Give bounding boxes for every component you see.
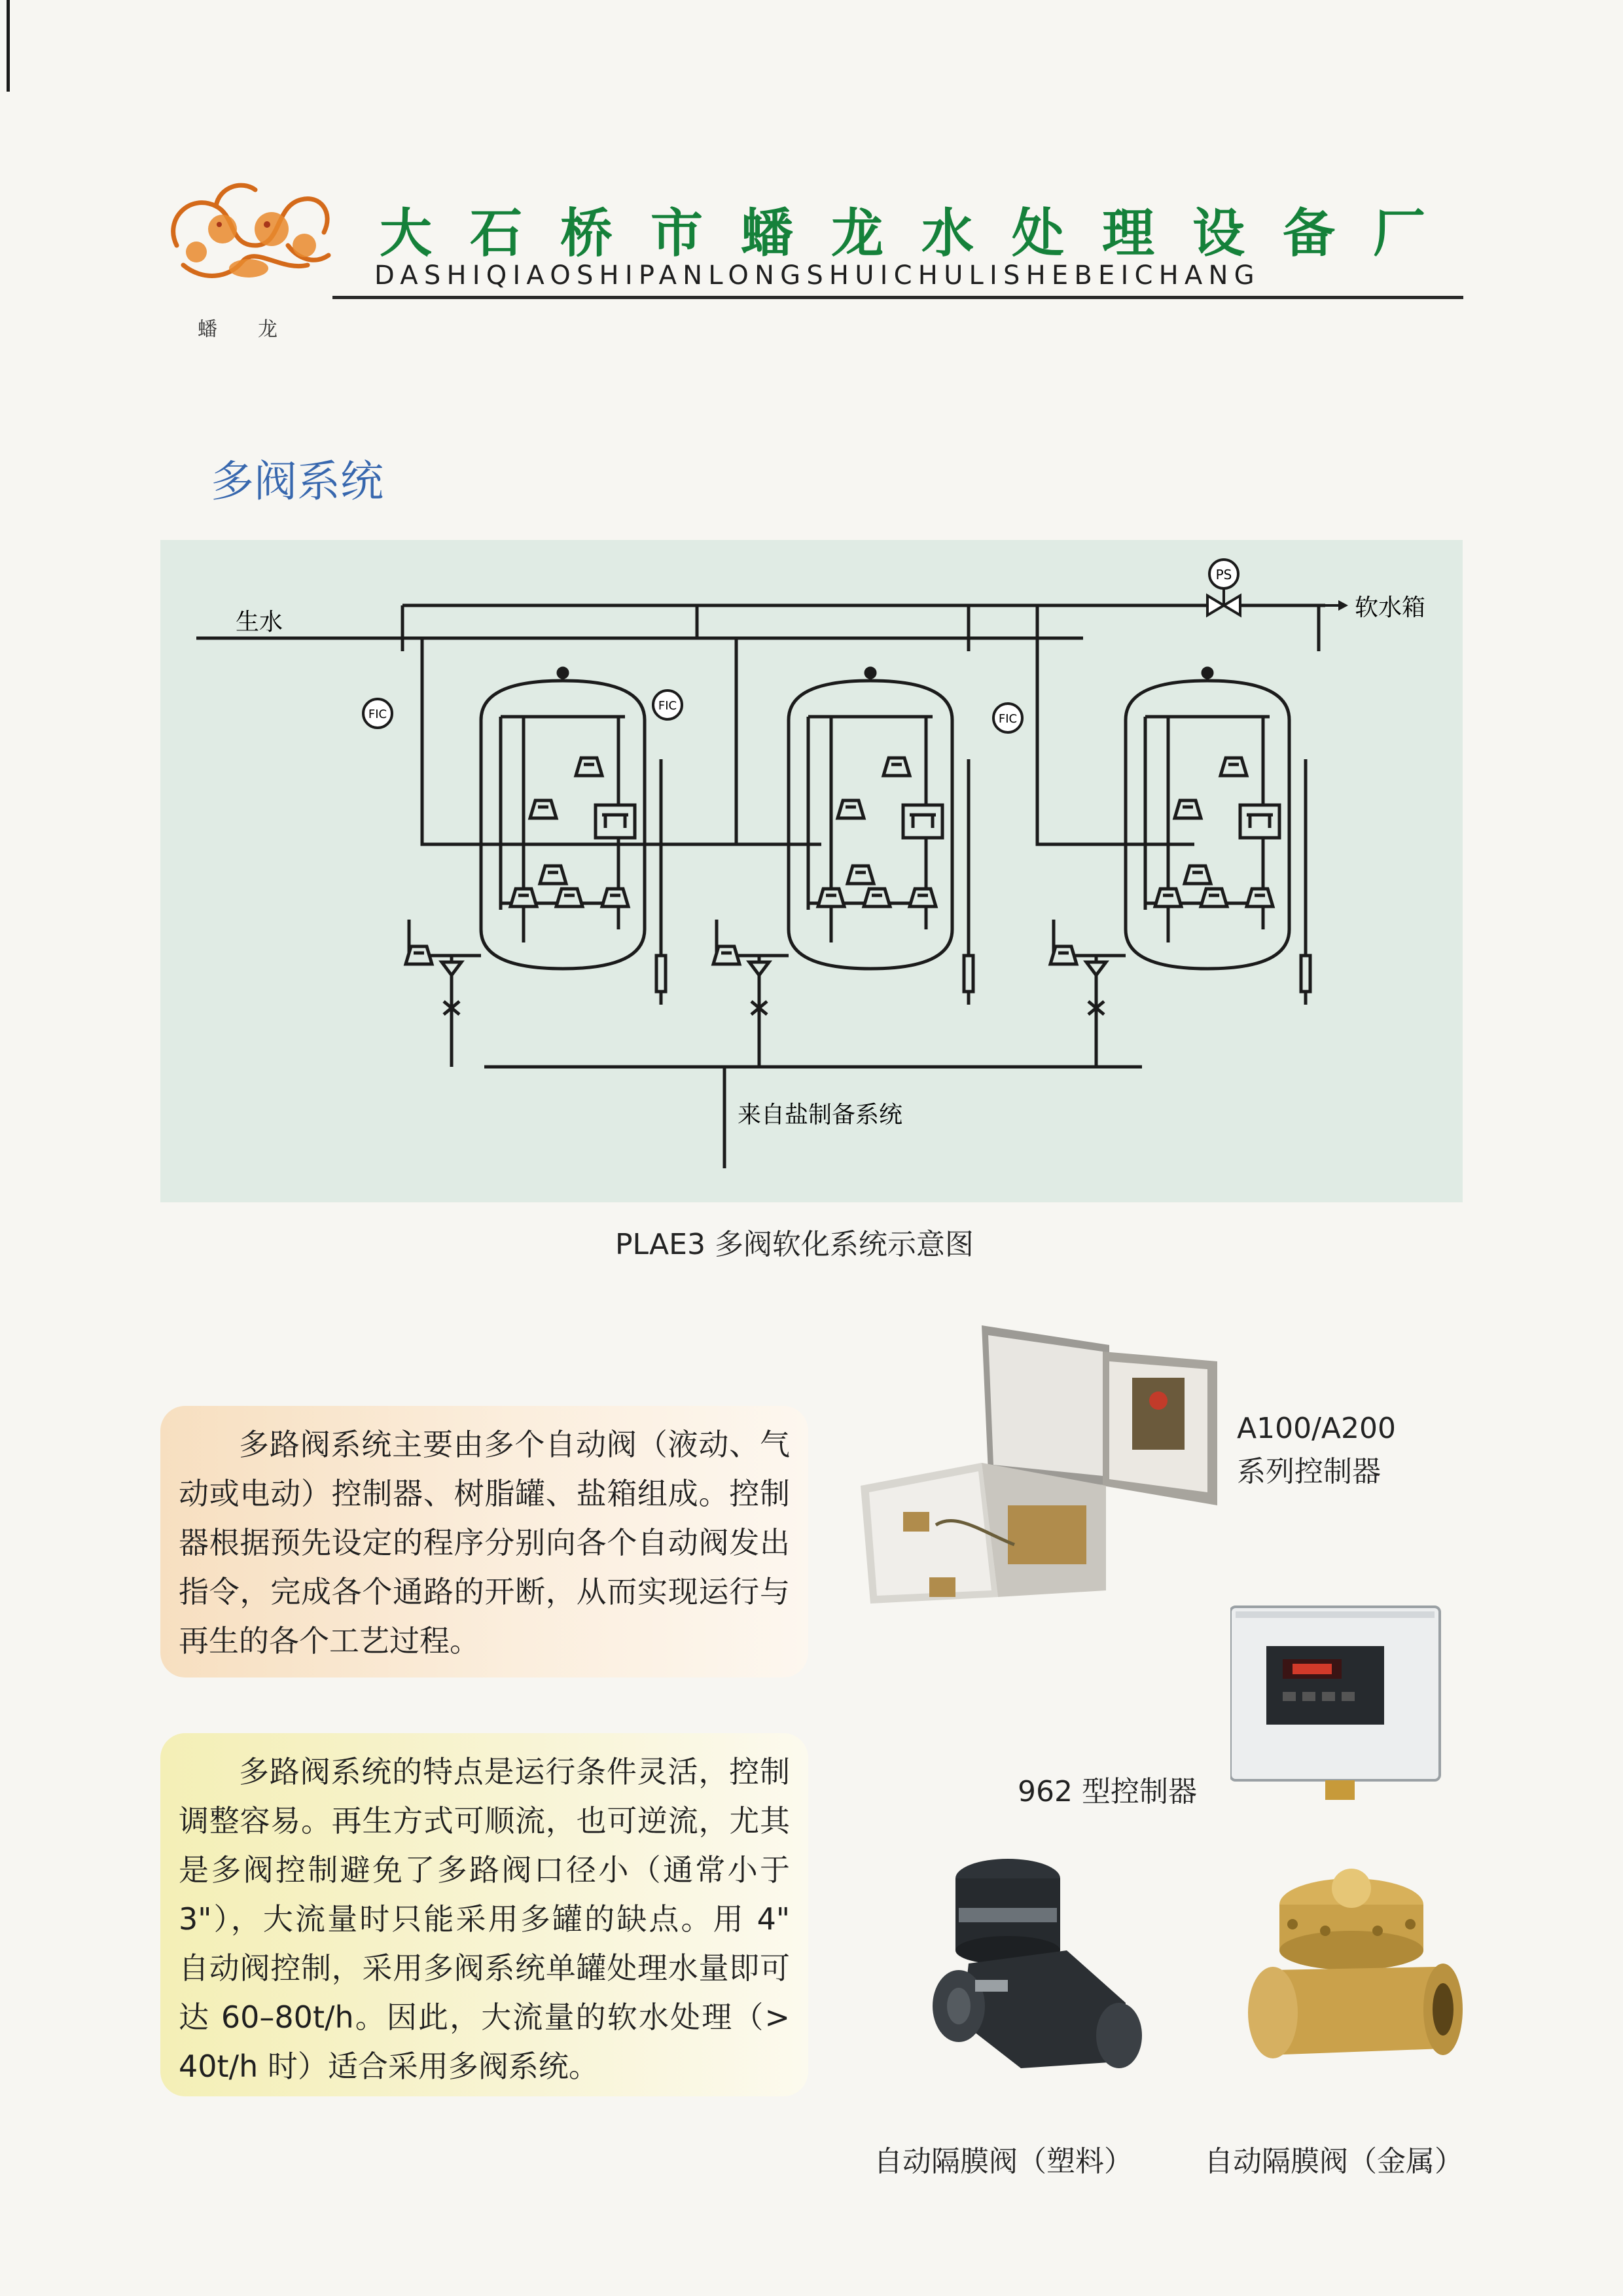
paragraph-features: 多路阀系统的特点是运行条件灵活，控制调整容易。再生方式可顺流，也可逆流，尤其是多阀控制避免了多路阀口径小（通常小于 3"），大流量时只能采用多罐的缺点。用 4" 自动阀控制，采用多阀系统单罐处理水量即可达 60–80t/h。因此，大流量的软水处理（> 40t/h 时）适合采用多阀系统。 bbox=[179, 1754, 790, 2084]
fic-tag: FIC bbox=[658, 699, 677, 713]
diaphragm-valve-icon bbox=[530, 800, 556, 818]
softening-system-diagram bbox=[160, 540, 1463, 1202]
model-962-label: 962 型控制器 bbox=[1018, 1775, 1197, 1808]
scan-edge bbox=[7, 0, 10, 92]
fic-tag: FIC bbox=[998, 712, 1018, 726]
soft-water-tank-label: 软水箱 bbox=[1355, 594, 1426, 621]
diaphragm-valve-icon bbox=[1050, 946, 1077, 964]
fic-tag: FIC bbox=[368, 708, 387, 721]
plastic-diaphragm-valve-photo bbox=[923, 1852, 1145, 2108]
diaphragm-valve-icon bbox=[838, 800, 864, 818]
ps-tag: PS bbox=[1215, 567, 1232, 583]
diaphragm-valve-icon bbox=[1175, 800, 1201, 818]
diaphragm-valve-icon bbox=[1201, 889, 1227, 906]
diaphragm-valve-icon bbox=[510, 889, 537, 906]
company-name: 大石桥市蟠龙水处理设备厂 bbox=[380, 202, 1463, 264]
metal-valve-label: 自动隔膜阀（金属） bbox=[1204, 2145, 1463, 2178]
paragraph-composition: 多路阀系统主要由多个自动阀（液动、气动或电动）控制器、树脂罐、盐箱组成。控制器根据预先设定的程序分别向各个自动阀发出指令，完成各个通路的开断，从而实现运行与再生的各个工艺过程。 bbox=[179, 1427, 790, 1659]
model-962-controller-photo bbox=[1230, 1597, 1446, 1806]
diaphragm-valve-icon bbox=[406, 946, 432, 964]
a100-controller-photo bbox=[851, 1316, 1217, 1604]
diaphragm-valve-icon bbox=[713, 946, 740, 964]
diaphragm-valve-icon bbox=[576, 758, 602, 776]
diaphragm-valve-icon bbox=[1155, 889, 1181, 906]
logo-caption: 蟠龙 bbox=[198, 318, 318, 341]
diaphragm-valve-icon bbox=[910, 889, 936, 906]
diaphragm-valve-icon bbox=[1221, 758, 1247, 776]
a100-label-line2: 系列控制器 bbox=[1237, 1455, 1381, 1488]
text-panel-composition bbox=[160, 1406, 808, 1677]
section-title: 多阀系统 bbox=[211, 456, 383, 507]
company-pinyin: DASHIQIAOSHIPANLONGSHUICHULISHEBEICHANG bbox=[374, 260, 1260, 291]
dragon-logo-icon bbox=[157, 167, 340, 298]
a100-label bbox=[1237, 1407, 1396, 1494]
raw-water-label: 生水 bbox=[236, 609, 283, 636]
diagram-caption: PLAE3 多阀软化系统示意图 bbox=[615, 1228, 974, 1261]
diaphragm-valve-icon bbox=[1247, 889, 1273, 906]
header-divider bbox=[332, 296, 1463, 299]
brine-source-label: 来自盐制备系统 bbox=[738, 1102, 903, 1128]
diaphragm-valve-icon bbox=[602, 889, 628, 906]
controller-box-icon bbox=[596, 805, 635, 838]
diaphragm-valve-icon bbox=[883, 758, 910, 776]
diaphragm-valve-icon bbox=[818, 889, 844, 906]
diaphragm-valve-icon bbox=[1185, 866, 1211, 884]
a100-label-line1: A100/A200 bbox=[1237, 1412, 1396, 1445]
metal-diaphragm-valve-photo bbox=[1247, 1859, 1463, 2094]
diaphragm-valve-icon bbox=[556, 889, 582, 906]
controller-box-icon bbox=[1240, 805, 1279, 838]
diaphragm-valve-icon bbox=[864, 889, 890, 906]
text-panel-features bbox=[160, 1733, 808, 2096]
controller-box-icon bbox=[903, 805, 942, 838]
plastic-valve-label: 自动隔膜阀（塑料） bbox=[874, 2145, 1133, 2178]
diaphragm-valve-icon bbox=[847, 866, 874, 884]
diaphragm-valve-icon bbox=[540, 866, 566, 884]
